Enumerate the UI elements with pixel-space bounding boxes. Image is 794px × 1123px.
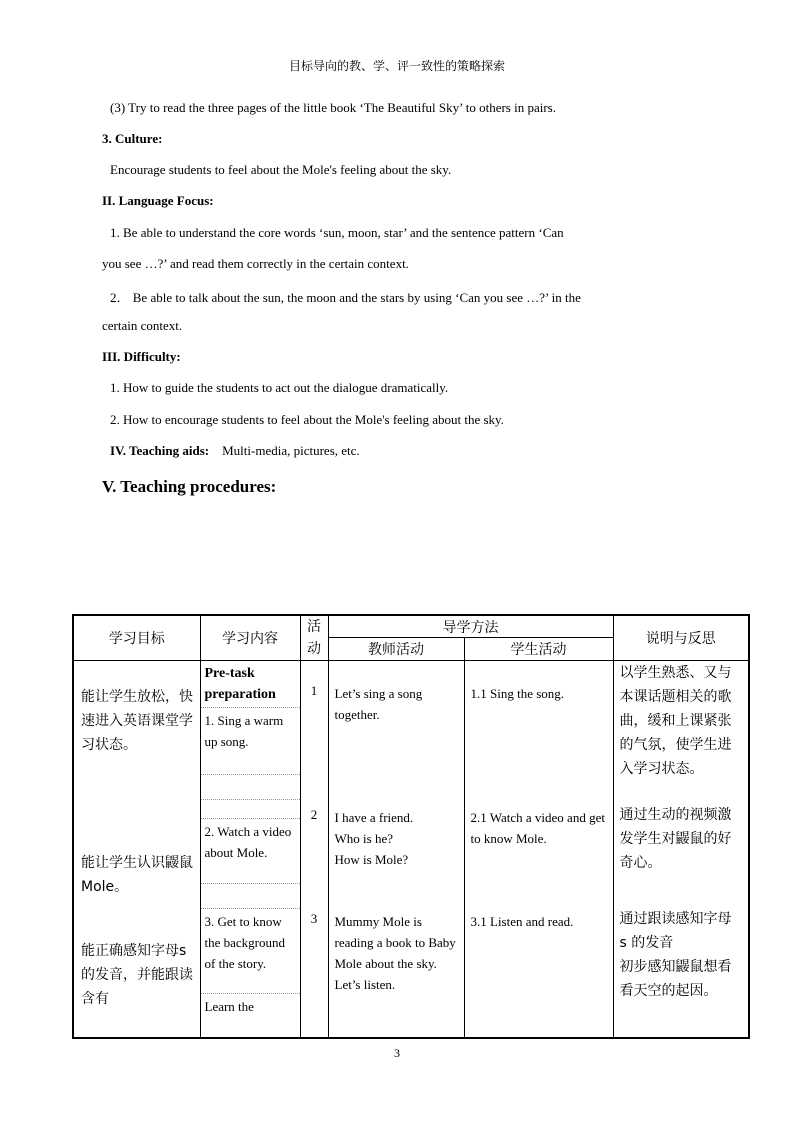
objective-line-3: (3) Try to read the three pages of the little book ‘The Beautiful Sky’ to others in pairs. — [110, 100, 556, 115]
difficulty-2: 2. How to encourage students to feel about the Mole's feeling about the sky. — [110, 412, 504, 427]
language-focus-1a: 1. Be able to understand the core words ‘sun, moon, star’ and the sentence pattern ‘Can — [110, 225, 564, 240]
teaching-aids — [110, 443, 360, 459]
content-item-2: 2. Watch a video about Mole. — [201, 819, 300, 884]
student-activity-2: 2.1 Watch a video and get to know Mole. — [470, 810, 605, 846]
culture-title: 3. Culture: — [102, 131, 163, 146]
content-spacer — [201, 800, 300, 819]
reflection-3: 通过跟读感知字母 s 的发音 初步感知鼹鼠想看看天空的起因。 — [619, 911, 732, 999]
procedures-title: V. Teaching procedures: — [102, 477, 277, 496]
header-content: 学习内容 — [200, 615, 300, 661]
header-goal: 学习目标 — [73, 615, 200, 661]
content-item-1: 1. Sing a warm up song. — [201, 708, 300, 775]
activity-num-2: 2 — [310, 807, 318, 822]
goal-1: 能让学生放松，快速进入英语课堂学习状态。 — [81, 689, 193, 753]
content-item-3b: Learn the — [204, 999, 254, 1014]
student-activity-3: 3.1 Listen and read. — [470, 914, 574, 929]
header-reflection: 说明与反思 — [613, 615, 749, 661]
reflection-column — [613, 661, 749, 1039]
language-focus-title: II. Language Focus: — [102, 193, 214, 208]
page-number: 3 — [394, 1046, 400, 1060]
activity-numbers — [300, 661, 328, 1039]
header-activity: 活动 — [300, 615, 328, 661]
language-focus-1b: you see …?’ and read them correctly in the certain context. — [102, 256, 409, 271]
language-focus-2b: certain context. — [102, 318, 183, 333]
teacher-activity-3: Mummy Mole is reading a book to Baby Mole about the sky. Let’s listen. — [334, 914, 456, 992]
student-activity-1: 1.1 Sing the song. — [470, 686, 565, 701]
header-teacher: 教师活动 — [328, 638, 464, 661]
content-spacer — [201, 884, 300, 909]
culture-text: Encourage students to feel about the Mole's feeling about the sky. — [110, 162, 452, 177]
content-stage: Pre-task preparation — [201, 661, 300, 708]
content-column — [200, 661, 300, 1039]
content-item-3: 3. Get to know the background of the story. — [201, 909, 300, 994]
reflection-1: 以学生熟悉、又与本课话题相关的歌曲，缓和上课紧张的气氛，使学生进入学习状态。 — [619, 665, 732, 777]
language-focus-2a: 2． Be able to talk about the sun, the moon and the stars by using ‘Can you see …?’ in the — [110, 290, 581, 305]
activity-num-1: 1 — [310, 683, 318, 698]
reflection-2: 通过生动的视频激发学生对鼹鼠的好奇心。 — [619, 807, 732, 871]
goal-2: 能让学生认识鼹鼠Mole。 — [81, 855, 193, 895]
teacher-activity-2: I have a friend. Who is he? How is Mole? — [334, 810, 414, 867]
difficulty-1: 1. How to guide the students to act out the dialogue dramatically. — [110, 380, 449, 395]
header-method: 导学方法 — [328, 615, 613, 638]
goal-column — [73, 661, 200, 1039]
teacher-activity-1: Let’s sing a song together. — [334, 686, 423, 722]
teaching-aids-text: Multi-media, pictures, etc. — [222, 443, 360, 458]
teacher-column — [328, 661, 464, 1039]
goal-3: 能正确感知字母s的发音，并能跟读含有 — [81, 943, 193, 1007]
activity-num-3: 3 — [310, 911, 318, 926]
header-student: 学生活动 — [464, 638, 613, 661]
procedures-table — [72, 614, 750, 1039]
teaching-aids-title: IV. Teaching aids: — [110, 443, 210, 458]
content-spacer — [201, 775, 300, 800]
page-header: 目标导向的教、学、评一致性的策略探索 — [288, 59, 505, 73]
student-column — [464, 661, 613, 1039]
difficulty-title: III. Difficulty: — [102, 349, 181, 364]
